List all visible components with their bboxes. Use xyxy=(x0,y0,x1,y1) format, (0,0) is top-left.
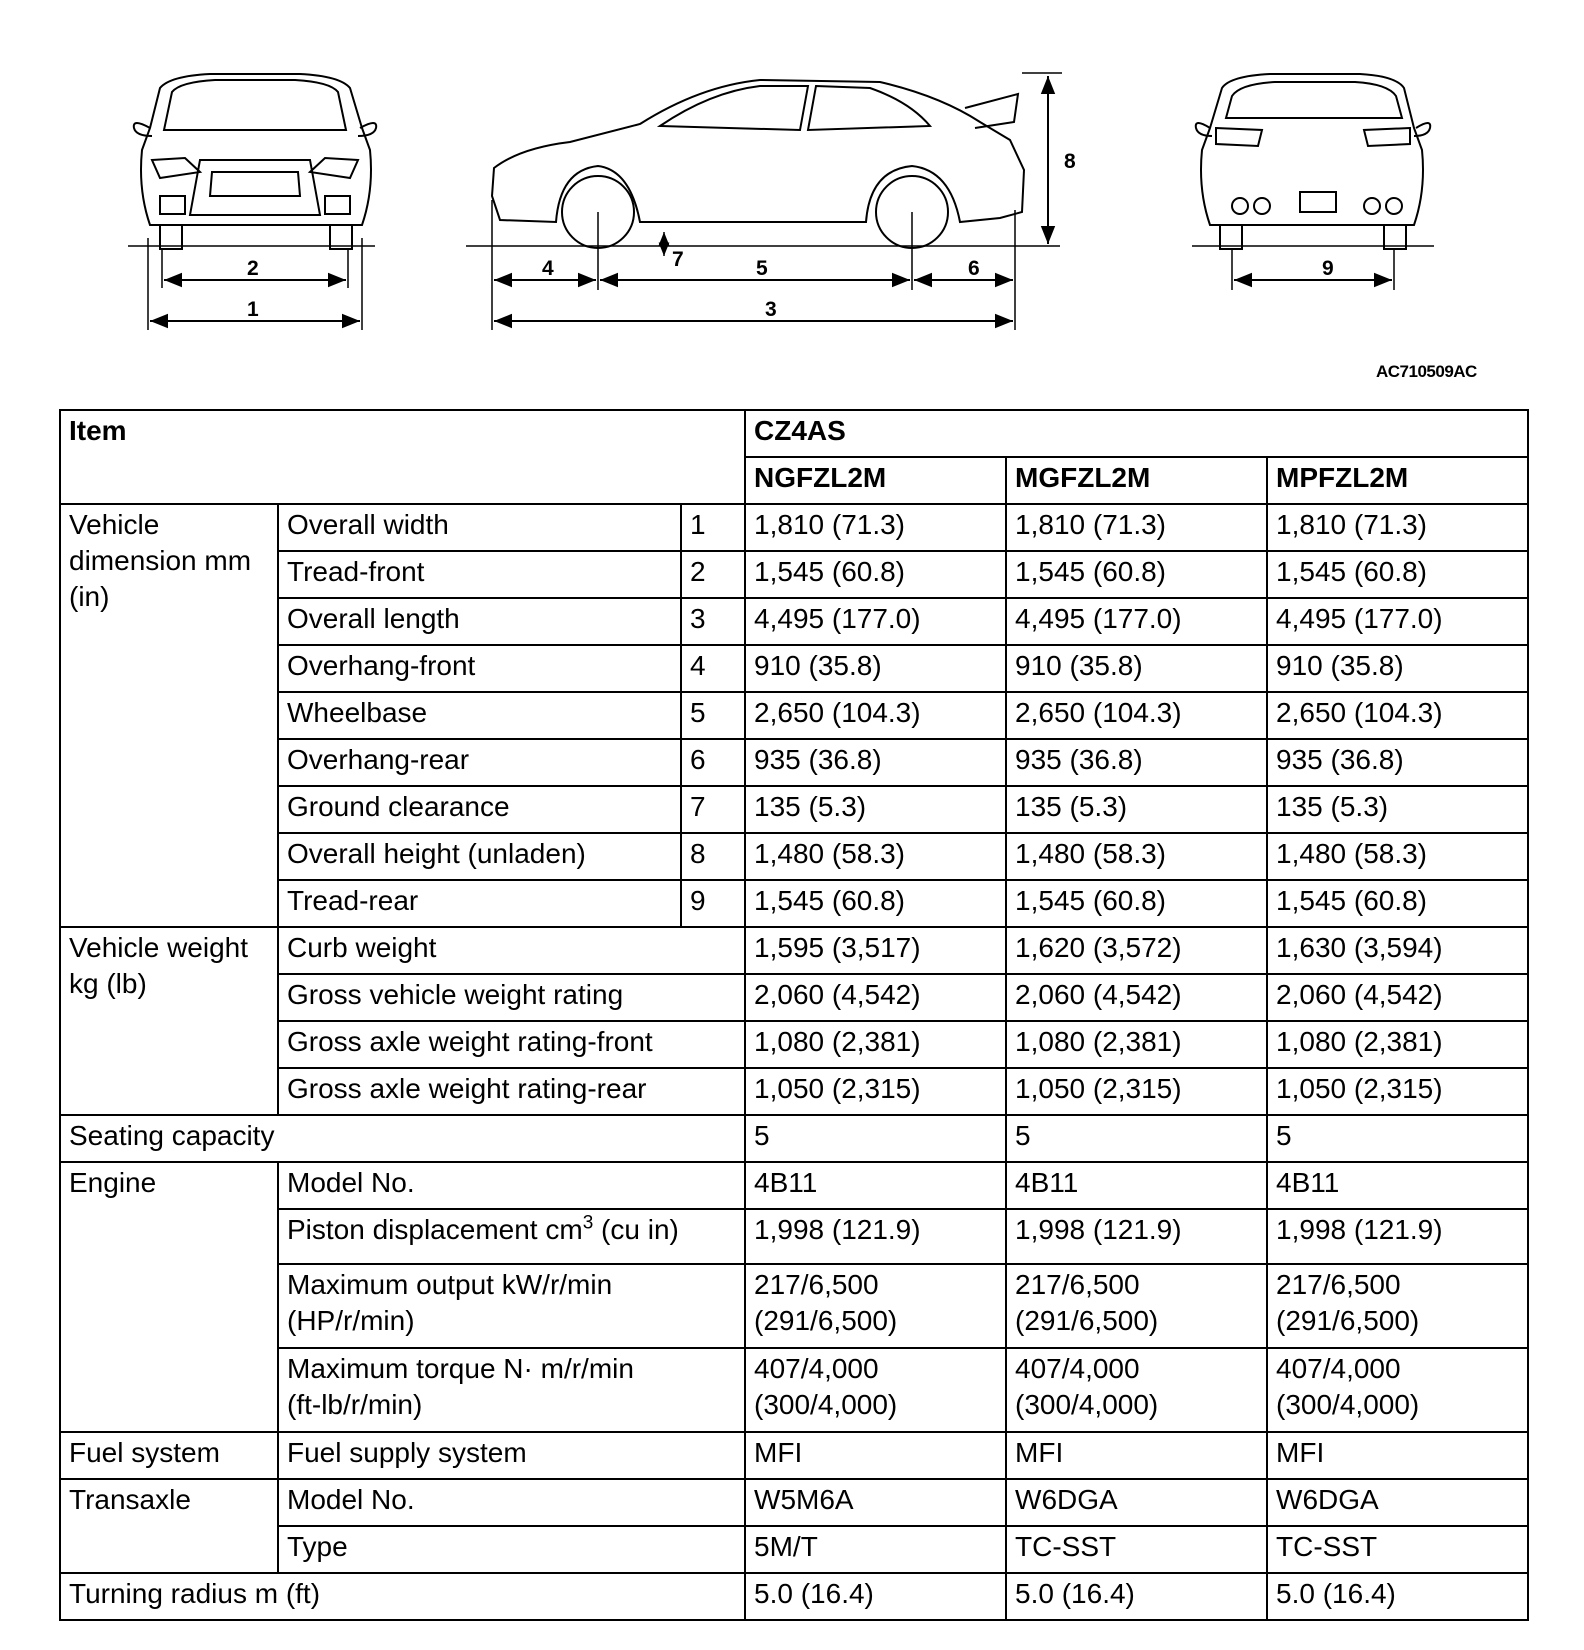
table-row xyxy=(60,1264,1528,1348)
row-label: Tread-front xyxy=(278,551,681,598)
header-variant: NGFZL2M xyxy=(745,457,1006,504)
cell-value: 1,810 (71.3) xyxy=(1006,504,1267,551)
group-vehicle-dimension: Vehicle dimension mm (in) xyxy=(60,504,278,927)
cell-value: 135 (5.3) xyxy=(1006,786,1267,833)
row-label: Wheelbase xyxy=(278,692,681,739)
row-label: Curb weight xyxy=(278,927,745,974)
row-label: Type xyxy=(278,1526,745,1573)
row-label: Model No. xyxy=(278,1479,745,1526)
cell-value: 1,080 (2,381) xyxy=(745,1021,1006,1068)
cell-value: 4B11 xyxy=(745,1162,1006,1209)
cell-value: 1,810 (71.3) xyxy=(745,504,1006,551)
table-row xyxy=(60,786,1528,833)
table-row xyxy=(60,1068,1528,1115)
cell-value: 935 (36.8) xyxy=(1267,739,1528,786)
cell-value: 4B11 xyxy=(1006,1162,1267,1209)
row-ref: 8 xyxy=(681,833,745,880)
row-label: Model No. xyxy=(278,1162,745,1209)
cell-value: 935 (36.8) xyxy=(1006,739,1267,786)
row-ref: 9 xyxy=(681,880,745,927)
cell-value: 2,650 (104.3) xyxy=(1006,692,1267,739)
cell-value: 1,998 (121.9) xyxy=(1006,1209,1267,1264)
row-label: Gross axle weight rating-front xyxy=(278,1021,745,1068)
cell-value: TC-SST xyxy=(1006,1526,1267,1573)
table-row xyxy=(60,739,1528,786)
table-row xyxy=(60,974,1528,1021)
cell-value: 1,545 (60.8) xyxy=(1267,551,1528,598)
front-view-drawing xyxy=(128,74,376,330)
cell-value: 5M/T xyxy=(745,1526,1006,1573)
side-view-drawing xyxy=(466,73,1062,330)
table-row xyxy=(60,504,1528,551)
row-label: Tread-rear xyxy=(278,880,681,927)
cell-value: 135 (5.3) xyxy=(1267,786,1528,833)
cell-value: 5.0 (16.4) xyxy=(1267,1573,1528,1620)
cell-value: 217/6,500 (291/6,500) xyxy=(745,1264,1006,1348)
table-row xyxy=(60,1432,1528,1479)
row-ref: 1 xyxy=(681,504,745,551)
cell-value: 1,050 (2,315) xyxy=(1006,1068,1267,1115)
group-vehicle-weight: Vehicle weight kg (lb) xyxy=(60,927,278,1115)
figure-code: AC710509AC xyxy=(1376,362,1477,381)
cell-value: 407/4,000 (300/4,000) xyxy=(1267,1348,1528,1432)
cell-value: 2,060 (4,542) xyxy=(1267,974,1528,1021)
cell-value: 910 (35.8) xyxy=(1006,645,1267,692)
cell-value: 910 (35.8) xyxy=(1267,645,1528,692)
callout-2: 2 xyxy=(247,257,259,280)
group-transaxle: Transaxle xyxy=(60,1479,278,1573)
row-label: Ground clearance xyxy=(278,786,681,833)
cell-value: 1,620 (3,572) xyxy=(1006,927,1267,974)
cell-value: 1,545 (60.8) xyxy=(745,551,1006,598)
cell-value: 1,545 (60.8) xyxy=(1006,880,1267,927)
cell-value: 1,998 (121.9) xyxy=(745,1209,1006,1264)
row-ref: 7 xyxy=(681,786,745,833)
cell-value: TC-SST xyxy=(1267,1526,1528,1573)
cell-value: 1,050 (2,315) xyxy=(1267,1068,1528,1115)
table-row xyxy=(60,1348,1528,1432)
row-label: Piston displacement $cm^3$ (cu in) xyxy=(278,1209,745,1264)
cell-value: 5.0 (16.4) xyxy=(1006,1573,1267,1620)
row-ref: 6 xyxy=(681,739,745,786)
cell-value: 1,595 (3,517) xyxy=(745,927,1006,974)
row-label: Maximum torque N· m/r/min (ft-lb/r/min) xyxy=(278,1348,745,1432)
header-item: Item xyxy=(60,410,745,504)
row-label: Overall height (unladen) xyxy=(278,833,681,880)
cell-value: 1,545 (60.8) xyxy=(745,880,1006,927)
cell-value: 910 (35.8) xyxy=(745,645,1006,692)
cell-value: 5.0 (16.4) xyxy=(745,1573,1006,1620)
table-row xyxy=(60,692,1528,739)
row-label: Fuel supply system xyxy=(278,1432,745,1479)
row-label: Turning radius m (ft) xyxy=(60,1573,745,1620)
cell-value: 2,650 (104.3) xyxy=(1267,692,1528,739)
header-model-code: CZ4AS xyxy=(745,410,1528,457)
cell-value: 407/4,000 (300/4,000) xyxy=(1006,1348,1267,1432)
cell-value: 1,050 (2,315) xyxy=(745,1068,1006,1115)
cell-value: 5 xyxy=(745,1115,1006,1162)
vehicle-dimension-diagram xyxy=(0,0,1584,400)
table-row xyxy=(60,833,1528,880)
cell-value: 1,480 (58.3) xyxy=(745,833,1006,880)
cell-value: 1,545 (60.8) xyxy=(1006,551,1267,598)
cell-value: 1,480 (58.3) xyxy=(1267,833,1528,880)
table-row xyxy=(60,880,1528,927)
cell-value: 5 xyxy=(1267,1115,1528,1162)
header-variant: MPFZL2M xyxy=(1267,457,1528,504)
cell-value: W6DGA xyxy=(1267,1479,1528,1526)
table-row xyxy=(60,1209,1528,1264)
cell-value: 2,060 (4,542) xyxy=(1006,974,1267,1021)
row-label: Overall width xyxy=(278,504,681,551)
cell-value: 4,495 (177.0) xyxy=(1267,598,1528,645)
group-fuel-system: Fuel system xyxy=(60,1432,278,1479)
row-label: Gross vehicle weight rating xyxy=(278,974,745,1021)
row-label: Gross axle weight rating-rear xyxy=(278,1068,745,1115)
table-row xyxy=(60,1526,1528,1573)
cell-value: 217/6,500 (291/6,500) xyxy=(1267,1264,1528,1348)
cell-value: 2,060 (4,542) xyxy=(745,974,1006,1021)
table-row xyxy=(60,551,1528,598)
cell-value: 407/4,000 (300/4,000) xyxy=(745,1348,1006,1432)
table-row xyxy=(60,1021,1528,1068)
row-ref: 5 xyxy=(681,692,745,739)
row-ref: 3 xyxy=(681,598,745,645)
row-label: Seating capacity xyxy=(60,1115,745,1162)
cell-value: 1,810 (71.3) xyxy=(1267,504,1528,551)
cell-value: 935 (36.8) xyxy=(745,739,1006,786)
table-row xyxy=(60,598,1528,645)
callout-6: 6 xyxy=(968,257,980,280)
cell-value: W5M6A xyxy=(745,1479,1006,1526)
table-row xyxy=(60,927,1528,974)
cell-value: 1,080 (2,381) xyxy=(1006,1021,1267,1068)
table-row xyxy=(60,1479,1528,1526)
row-label: Overhang-rear xyxy=(278,739,681,786)
callout-8: 8 xyxy=(1064,150,1076,173)
cell-value: 135 (5.3) xyxy=(745,786,1006,833)
cell-value: 1,480 (58.3) xyxy=(1006,833,1267,880)
cell-value: MFI xyxy=(1006,1432,1267,1479)
cell-value: 5 xyxy=(1006,1115,1267,1162)
callout-3: 3 xyxy=(765,298,777,321)
row-ref: 4 xyxy=(681,645,745,692)
callout-4: 4 xyxy=(542,257,554,280)
cell-value: 2,650 (104.3) xyxy=(745,692,1006,739)
cell-value: MFI xyxy=(745,1432,1006,1479)
row-label: Maximum output kW/r/min (HP/r/min) xyxy=(278,1264,745,1348)
cell-value: 1,080 (2,381) xyxy=(1267,1021,1528,1068)
table-row xyxy=(60,1162,1528,1209)
cell-value: 4,495 (177.0) xyxy=(745,598,1006,645)
row-ref: 2 xyxy=(681,551,745,598)
cell-value: 217/6,500 (291/6,500) xyxy=(1006,1264,1267,1348)
cell-value: W6DGA xyxy=(1006,1479,1267,1526)
rear-view-drawing xyxy=(1192,74,1434,290)
group-engine: Engine xyxy=(60,1162,278,1432)
cell-value: 1,998 (121.9) xyxy=(1267,1209,1528,1264)
cell-value: 1,545 (60.8) xyxy=(1267,880,1528,927)
header-variant: MGFZL2M xyxy=(1006,457,1267,504)
table-row xyxy=(60,645,1528,692)
table-row xyxy=(60,1115,1528,1162)
cell-value: 1,630 (3,594) xyxy=(1267,927,1528,974)
row-label: Overhang-front xyxy=(278,645,681,692)
specification-table xyxy=(59,409,1529,1621)
table-row xyxy=(60,1573,1528,1620)
callout-9: 9 xyxy=(1322,257,1334,280)
callout-7: 7 xyxy=(672,248,684,271)
callout-5: 5 xyxy=(756,257,768,280)
callout-1: 1 xyxy=(247,298,259,321)
cell-value: MFI xyxy=(1267,1432,1528,1479)
row-label: Overall length xyxy=(278,598,681,645)
cell-value: 4,495 (177.0) xyxy=(1006,598,1267,645)
cell-value: 4B11 xyxy=(1267,1162,1528,1209)
